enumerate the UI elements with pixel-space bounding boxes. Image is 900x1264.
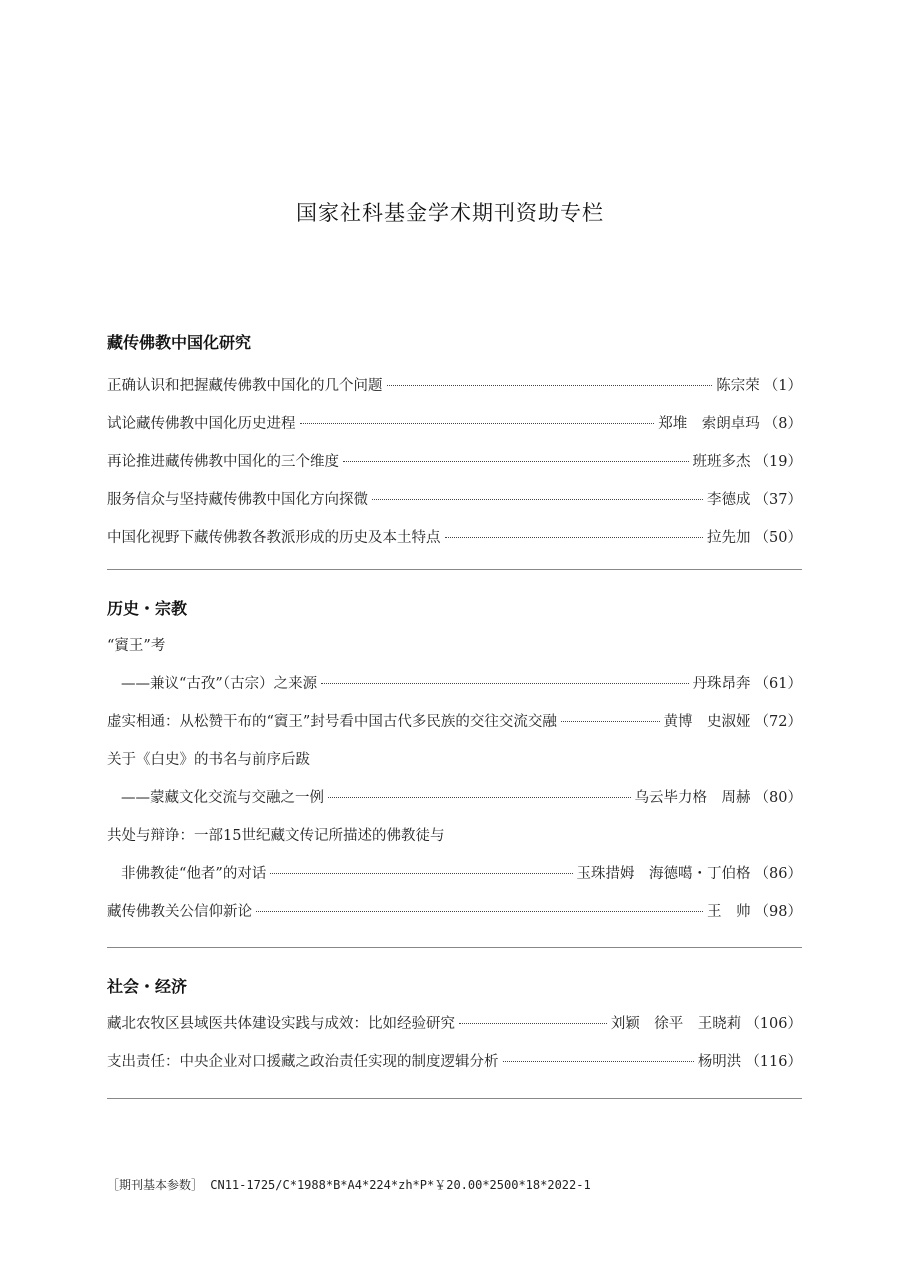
toc-entry[interactable] — [107, 519, 802, 557]
page-banner: 国家社科基金学术期刊资助专栏 — [296, 201, 604, 225]
section-divider — [107, 947, 802, 948]
entry-author: 拉先加 — [707, 530, 751, 546]
section-history-religion — [107, 597, 802, 931]
toc-entry[interactable] — [107, 1005, 802, 1043]
section-divider — [107, 569, 802, 570]
section-society-economy — [107, 975, 802, 1081]
section-divider — [107, 1098, 802, 1099]
parameters-label: ［期刊基本参数］ — [107, 1178, 204, 1192]
entry-author: 黄博 史淑娅 — [663, 714, 751, 730]
section-title: 社会・经济 — [107, 977, 188, 996]
entry-page: （72） — [754, 714, 802, 730]
toc-entry[interactable] — [107, 1043, 802, 1081]
entry-title: 服务信众与坚持藏传佛教中国化方向探微 — [107, 492, 368, 508]
toc-entry[interactable] — [107, 855, 802, 893]
entry-title: 正确认识和把握藏传佛教中国化的几个问题 — [107, 378, 383, 394]
leader-dots — [343, 461, 689, 462]
entry-author: 丹珠昂奔 — [692, 676, 751, 692]
parameters-code: CN11-1725/C*1988*B*A4*224*zh*P*￥20.00*2500*18*2022-1 — [210, 1178, 591, 1192]
entry-title-line[interactable]: “賨王”考 — [107, 638, 166, 654]
entry-page: （8） — [763, 416, 802, 432]
section-tibetan-buddhism-sinicization — [107, 331, 802, 557]
entry-page: （80） — [754, 790, 802, 806]
toc-entry[interactable] — [107, 405, 802, 443]
entry-page: （50） — [754, 530, 802, 546]
leader-dots — [387, 385, 713, 386]
entry-title: 藏传佛教关公信仰新论 — [107, 904, 252, 920]
entry-page: （37） — [754, 492, 802, 508]
entry-author: 乌云毕力格 周赫 — [634, 790, 751, 806]
leader-dots — [270, 873, 572, 874]
entry-author: 李德成 — [707, 492, 751, 508]
leader-dots — [328, 797, 631, 798]
toc-entry[interactable] — [107, 893, 802, 931]
entry-title: 试论藏传佛教中国化历史进程 — [107, 416, 296, 432]
entry-title: 中国化视野下藏传佛教各教派形成的历史及本土特点 — [107, 530, 441, 546]
entry-author: 班班多杰 — [692, 454, 751, 470]
entry-subtitle: ——蒙藏文化交流与交融之一例 — [121, 790, 324, 806]
section-title: 藏传佛教中国化研究 — [107, 333, 252, 352]
toc-entry[interactable] — [107, 665, 802, 703]
leader-dots — [459, 1023, 607, 1024]
entry-author: 刘颖 徐平 王晓莉 — [610, 1016, 742, 1032]
entry-subtitle: ——兼议“古孜”（古宗）之来源 — [121, 676, 318, 692]
entry-page: （61） — [754, 676, 802, 692]
toc-entry[interactable] — [107, 443, 802, 481]
leader-dots — [503, 1061, 694, 1062]
journal-parameters — [107, 1176, 591, 1193]
leader-dots — [300, 423, 655, 424]
entry-author: 郑堆 索朗卓玛 — [658, 416, 760, 432]
entry-page: （98） — [754, 904, 802, 920]
section-title: 历史・宗教 — [107, 599, 188, 618]
entry-subtitle: 非佛教徒“他者”的对话 — [121, 866, 267, 882]
leader-dots — [372, 499, 703, 500]
entry-title-line[interactable]: 关于《白史》的书名与前序后跋 — [107, 752, 310, 768]
entry-title: 藏北农牧区县域医共体建设实践与成效：比如经验研究 — [107, 1016, 455, 1032]
entry-author: 杨明洪 — [697, 1054, 742, 1070]
entry-author: 玉珠措姆 海德噶・丁伯格 — [576, 866, 751, 882]
entry-page: （116） — [745, 1054, 802, 1070]
entry-page: （106） — [745, 1016, 802, 1032]
leader-dots — [561, 721, 660, 722]
entry-page: （19） — [754, 454, 802, 470]
entry-author: 王 帅 — [707, 904, 751, 920]
entry-title: 支出责任：中央企业对口援藏之政治责任实现的制度逻辑分析 — [107, 1054, 499, 1070]
leader-dots — [445, 537, 704, 538]
entry-title: 虚实相通：从松赞干布的“賨王”封号看中国古代多民族的交往交流交融 — [107, 714, 557, 730]
toc-entry[interactable] — [107, 367, 802, 405]
entry-title: 再论推进藏传佛教中国化的三个维度 — [107, 454, 339, 470]
entry-title-line[interactable]: 共处与辩诤：一部15世纪藏文传记所描述的佛教徒与 — [107, 828, 445, 844]
entry-page: （1） — [763, 378, 802, 394]
entry-author: 陈宗荣 — [716, 378, 760, 394]
entry-page: （86） — [754, 866, 802, 882]
toc-entry[interactable] — [107, 779, 802, 817]
leader-dots — [321, 683, 688, 684]
leader-dots — [256, 911, 703, 912]
toc-entry[interactable] — [107, 703, 802, 741]
toc-entry[interactable] — [107, 481, 802, 519]
